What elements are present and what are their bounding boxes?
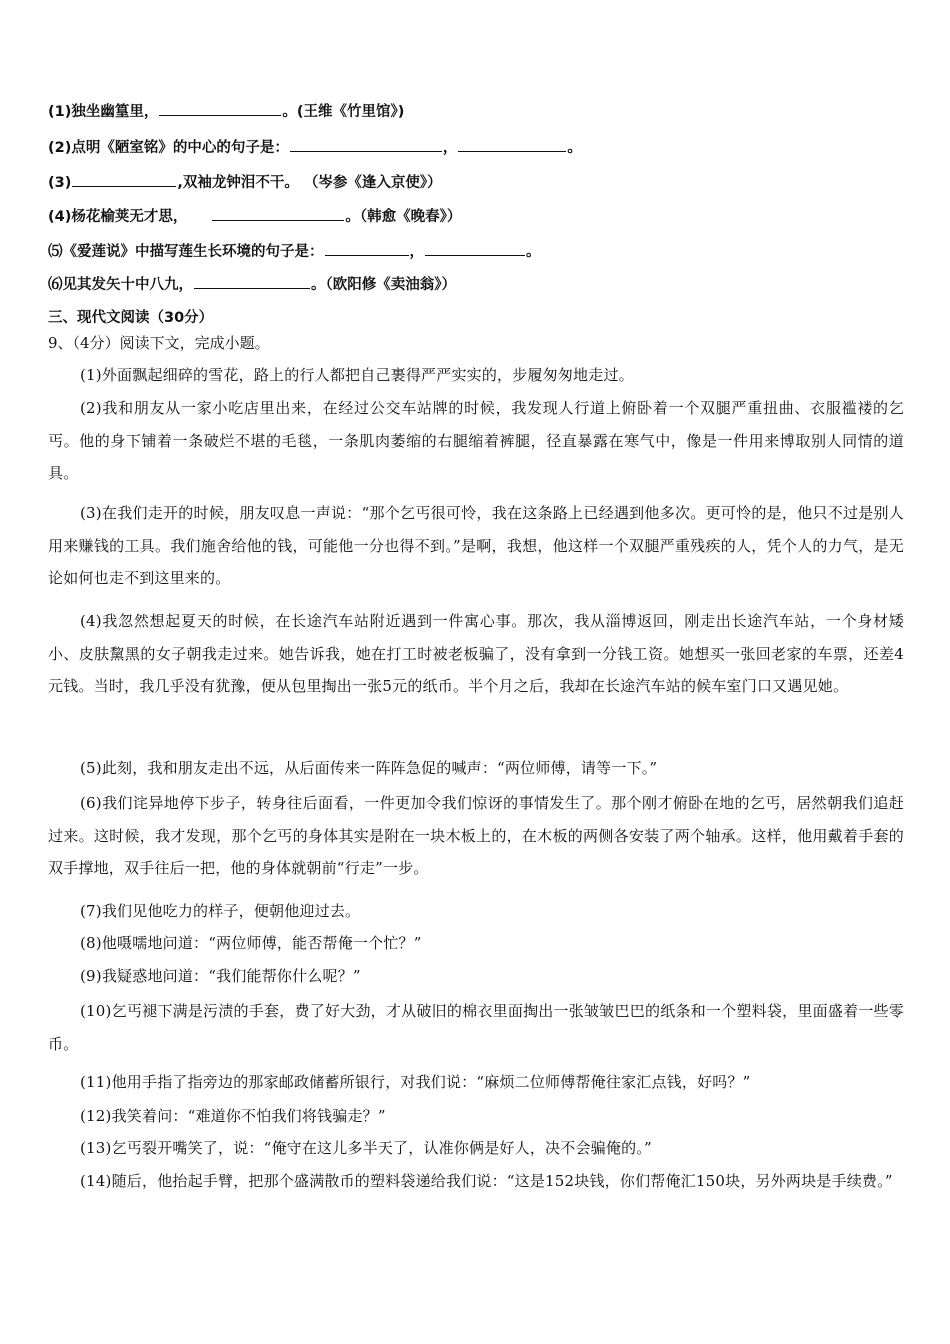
fill-item-5	[48, 241, 541, 262]
answer-blank[interactable]	[325, 241, 409, 256]
fill-item-suffix: 。（韩愈《晚春》）	[345, 209, 462, 225]
answer-blank[interactable]	[72, 172, 176, 187]
fill-item-6	[48, 274, 456, 295]
passage-paragraph: (8)他嗫嚅地问道：“两位师傅，能否帮俺一个忙？”	[80, 934, 422, 952]
fill-item-4	[48, 206, 461, 227]
answer-blank[interactable]	[194, 274, 310, 289]
passage-paragraph: (2)我和朋友从一家小吃店里出来，在经过公交车站牌的时候，我发现人行道上俯卧着一个双腿严重扭曲、衣服褴褛的乞丐。他的身下铺着一条破烂不堪的毛毯，一条肌肉萎缩的右腿缩着裤腿，径直暴露在寒气中，像是一件用来博取别人同情的道具。	[48, 399, 904, 482]
fill-item-prefix: (2)点明《陋室铭》的中心的句子是：	[48, 140, 289, 156]
section-title: 三、现代文阅读（30分）	[48, 310, 214, 326]
answer-blank[interactable]	[159, 101, 281, 116]
passage-paragraph: (5)此刻，我和朋友走出不远，从后面传来一阵阵急促的喊声：“两位师傅，请等一下。”	[80, 759, 658, 777]
answer-blank[interactable]	[458, 137, 566, 152]
fill-item-separator: ，	[442, 140, 458, 156]
fill-item-prefix: ⑹见其发矢十中八九，	[48, 277, 193, 293]
fill-item-separator: ，	[409, 244, 424, 260]
passage-paragraph: (10)乞丐褪下满是污渍的手套，费了好大劲，才从破旧的棉衣里面掏出一张皱皱巴巴的纸条和一个塑料袋，里面盛着一些零币。	[48, 1002, 904, 1053]
fill-item-1	[48, 101, 404, 122]
passage-paragraph: (1)外面飘起细碎的雪花，路上的行人都把自己裹得严严实实的，步履匆匆地走过。	[80, 366, 634, 384]
passage-paragraph: (12)我笑着问：“难道你不怕我们将钱骗走？”	[80, 1107, 386, 1125]
passage-paragraph: (7)我们见他吃力的样子，便朝他迎过去。	[80, 902, 361, 920]
passage-paragraph: (11)他用手指了指旁边的那家邮政储蓄所银行，对我们说：“麻烦二位师傅帮俺往家汇点钱，好吗？”	[80, 1073, 751, 1091]
answer-blank[interactable]	[425, 241, 525, 256]
question-prompt: 9、（4分）阅读下文，完成小题。	[48, 334, 270, 352]
answer-blank[interactable]	[212, 206, 344, 221]
answer-blank[interactable]	[290, 137, 442, 152]
fill-item-2	[48, 137, 582, 158]
passage-paragraph: (3)在我们走开的时候，朋友叹息一声说：“那个乞丐很可怜，我在这条路上已经遇到他多次。更可怜的是，他只不过是别人用来赚钱的工具。我们施舍给他的钱，可能他一分也得不到。”是啊，我想，他这样一个双腿严重残疾的人，凭个人的力气，是无论如何也走不到这里来的。	[48, 504, 904, 587]
passage-paragraph: (13)乞丐裂开嘴笑了，说：“俺守在这儿多半天了，认准你俩是好人，决不会骗俺的。”	[80, 1139, 652, 1157]
passage-paragraph: (6)我们诧异地停下步子，转身往后面看，一件更加令我们惊讶的事情发生了。那个刚才俯卧在地的乞丐，居然朝我们追赶过来。这时候，我才发现，那个乞丐的身体其实是附在一块木板上的，在木板的两侧各安装了两个轴承。这样，他用戴着手套的双手撑地，双手往后一把，他的身体就朝前“行走”一步。	[48, 794, 904, 877]
fill-item-suffix: ,双袖龙钟泪不干。 （岑参《逢入京使》）	[177, 175, 442, 191]
fill-item-suffix: 。	[567, 140, 582, 156]
fill-item-prefix: (3)	[48, 175, 72, 191]
passage-paragraph: (4)我忽然想起夏天的时候，在长途汽车站附近遇到一件寓心事。那次，我从淄博返回，刚走出长途汽车站，一个身材矮小、皮肤黧黑的女子朝我走过来。她告诉我，她在打工时被老板骗了，没有拿到一分钱工资。她想买一张回老家的车票，还差4元钱。当时，我几乎没有犹豫，便从包里掏出一张5元的纸币。半个月之后，我却在长途汽车站的候车室门口又遇见她。	[48, 612, 904, 695]
fill-item-suffix: 。（欧阳修《卖油翁》）	[311, 277, 456, 293]
passage-paragraph: (9)我疑惑地问道：“我们能帮你什么呢？”	[80, 967, 361, 985]
fill-item-prefix: (4)杨花榆荚无才思，	[48, 209, 188, 225]
fill-item-suffix: 。(王维《竹里馆》)	[282, 104, 405, 120]
fill-item-prefix: ⑸《爱莲说》中描写莲生长环境的句子是：	[48, 244, 324, 260]
fill-item-3	[48, 172, 442, 193]
passage-paragraph: (14)随后，他抬起手臂，把那个盛满散币的塑料袋递给我们说：“这是152块钱，你们帮俺汇150块，另外两块是手续费。”	[80, 1172, 893, 1190]
fill-item-suffix: 。	[526, 244, 541, 260]
fill-item-prefix: (1)独坐幽篁里，	[48, 104, 159, 120]
